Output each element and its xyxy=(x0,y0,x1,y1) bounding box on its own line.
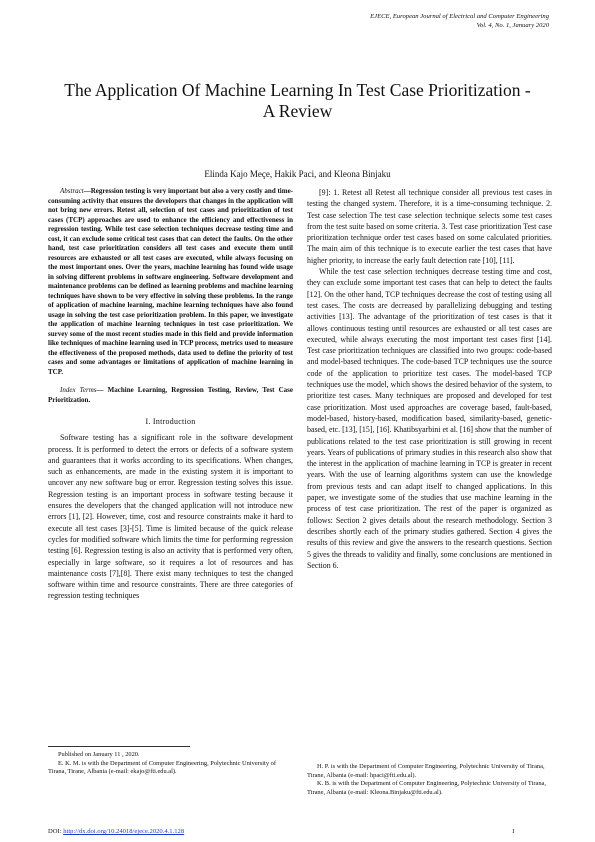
index-terms xyxy=(48,386,293,405)
body-paragraph-1: [9]: 1. Retest all Retest all technique consider all previous test cases in testing the changed system. Therefore, it is a time-consuming technique. 2. Test case selection The test case selection technique selects some test cases from the test suite based on some criteria. 3. Test case prioritization Test case prioritization technique order test cases based on some calculated priorities. The main aim of this technique is to execute earlier the test cases that have higher priority, to increase the early fault detection rate [10], [11]. xyxy=(307,188,552,265)
page-number: 1 xyxy=(511,828,515,835)
index-terms-label: Index Terms xyxy=(60,386,97,394)
abstract-label: Abstract xyxy=(60,187,84,195)
section-heading-introduction: I. Introduction xyxy=(145,417,196,426)
body-paragraph-2: While the test case selection techniques decrease testing time and cost, they can exclude some important test cases that can help to detect the faults [12]. On the other hand, TCP techniques decrease the cost of testing using all test cases. The costs are decreased by parallelizing debugging and testing activities [13]. The advantage of the prioritization of test cases is that it allows continuous testing until resources are exhausted or all test cases are executed, while always executing the most important test cases first [14]. Test case prioritization techniques are classified into two groups: code-based and model-based techniques. The code-based TCP techniques use the source code of the application to prioritize test cases. The model-based TCP techniques use the model, which shows the desired behavior of the system, to prioritize test cases. Many techniques are proposed and developed for test case prioritization. Most used approaches are coverage based, fault-based, model-based, history-based, modification based, similarity-based, genetic-based, etc. [13], [15], [16]. Khatibsyarbini et al. [16] show that the number of publications related to the test case prioritization is still growing in recent years. Years of publications of primary studies in this research also show that the interest in the application of machine learning in TCP is greater in recent years. With the use of learning algorithms system can use the knowledge from previous tests and can adapt itself to changed applications. In this paper, we investigate some of the studies that use machine learning in the process of test case prioritization. The rest of the paper is organized as follows: Section 2 gives details about the research methodology. Section 3 describes shortly each of the primary studies gathered. Section 4 gives the results of this review and give the answers to the research questions. Section 5 gives the threads to validity and finally, some conclusions are mentioned in Section 6. xyxy=(307,267,552,570)
doi-label: DOI: xyxy=(48,828,64,835)
footnotes-left xyxy=(48,751,293,777)
doi-link[interactable]: http://dx.doi.org/10.24018/ejece.2020.4.1.128 xyxy=(63,828,185,835)
footnote-author-2: H. P. is with the Department of Computer Engineering, Polytechnic University of Tirana, Tirane, Albania (e-mail: hpaci@fti.edu.al). xyxy=(307,763,545,779)
paper-authors: Elinda Kajo Meçe, Hakik Paci, and Kleona Binjaku xyxy=(204,169,391,179)
footnote-author-1: E. K. M. is with the Department of Computer Engineering, Polytechnic University of Tirana, Tirane, Albania (e-mail: ekajo@fti.edu.al). xyxy=(48,759,276,776)
footnote-divider xyxy=(48,746,190,747)
index-terms-text: — Machine Learning, Regression Testing, Review, Test Case Prioritization. xyxy=(48,386,294,404)
footnote-author-3: K. B. is with the Department of Computer Engineering, Polytechnic University of Tirana, Tirane, Albania (e-mail: Kleona.Binjaku@fti.edu.al). xyxy=(307,780,546,796)
right-column xyxy=(307,187,552,571)
intro-paragraph: Software testing has a significant role in the software development process. It is performed to detect the errors or defects of a software system and guarantees that it works according to its specifications. When changes, such as enhancements, are made in the existing system it is important to uncover any new software bug or error. Regression testing solves this issue. Regression testing is an important process in software testing because it ensures the developers that the changed application will not introduce new errors [1], [2]. However, time, cost and resource constraints make it hard to execute all test cases [3]-[5]. Time is limited because of the quick release cycles for modified software which limits the time for performing regression testing [6]. Regression testing is also an activity that is performed very often, especially in large software, so it requires a lot of resources and has maintenance costs [7],[8]. There exist many techniques to test the changed software within time and resource constraints. There are three categories of regression testing techniques xyxy=(48,433,293,601)
journal-name: EJECE, European Journal of Electrical and Computer Engineering xyxy=(370,13,549,20)
footnote-published: Published on January 11 , 2020. xyxy=(58,751,140,758)
paper-title: The Application Of Machine Learning In Test Case Prioritization - A Review xyxy=(64,80,531,121)
journal-header xyxy=(249,12,549,30)
abstract-text: —Regression testing is very important but also a very costly and time-consuming activity that ensures the developers that changes in the application will not bring new errors. Retest all, selection of test cases and prioritization of test cases (TCP) approaches are used to enhance the efficiency and effectiveness in regression testing. While test case selection techniques decrease testing time and cost, it can exclude some critical test cases that can detect the faults. On the other hand, test case prioritization considers all test cases and execute them until resources are exhausted or all test cases are executed, while always focusing on the most important ones. Over the years, machine learning has found wide usage in solving different problems in software engineering. Software development and maintenance problems can be defined as learning problems and machine learning techniques have shown to be very effective in solving these problems. In the range of application of machine learning, machine learning techniques have also found usage in solving the test case prioritization problem. In this paper, we investigate the application of machine learning techniques in test case prioritization. We survey some of the most recent studies made in this field and provide information like techniques of machine learning used in TCP process, metrics used to measure the effectiveness of the proposed methods, data used to define the priority of test cases and some advantages or limitations of application of machine learning in TCP. xyxy=(48,187,294,376)
abstract xyxy=(48,187,293,377)
doi-line xyxy=(48,828,184,835)
left-column xyxy=(48,187,293,602)
footnotes-right xyxy=(307,763,552,797)
journal-volume: Vol. 4, No. 1, January 2020 xyxy=(476,22,549,29)
